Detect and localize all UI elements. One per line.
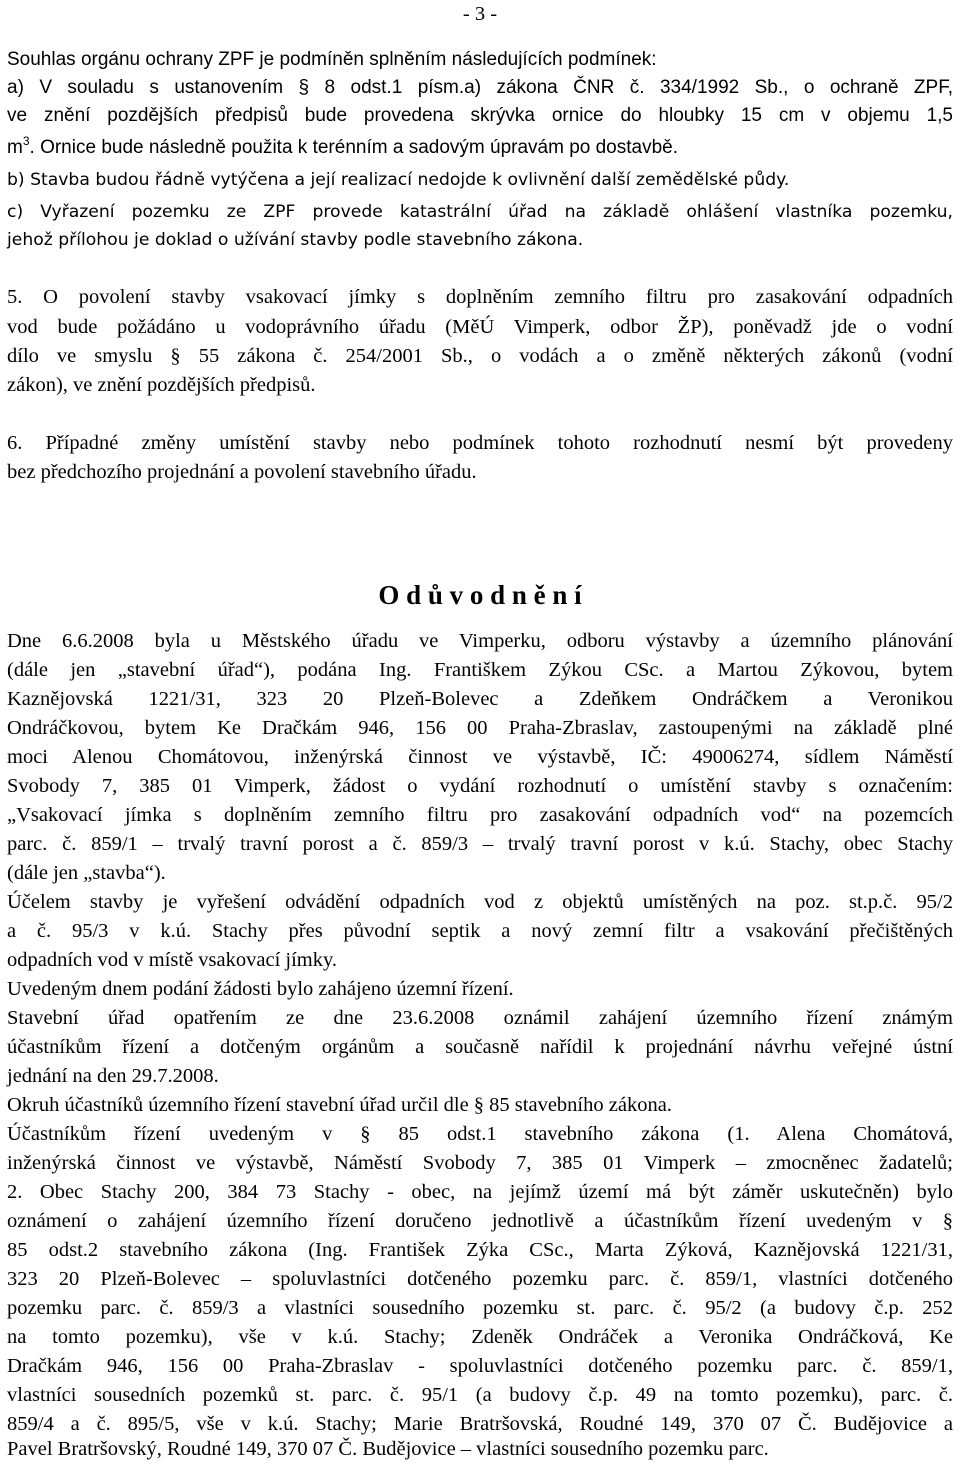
text-fragment: . Ornice bude následně použita k terénním a sadovým úpravám po dostavbě.: [29, 137, 679, 158]
body-line: 85 odst.2 stavebního zákona (Ing. František Zýka CSc., Marta Zýková, Kaznějovská 1221/31,: [7, 1239, 953, 1261]
condition-a-line-3: [7, 134, 953, 162]
body-line: (dále jen „stavební úřad“), podána Ing. Františkem Zýkou CSc. a Martou Zýkovou, bytem: [7, 659, 953, 681]
body-line: Stavební úřad opatřením ze dne 23.6.2008 oznámil zahájení územního řízení známým: [7, 1007, 953, 1029]
body-line: odpadních vod v místě vsakovací jímky.: [7, 949, 338, 971]
body-line: Kaznějovská 1221/31, 323 20 Plzeň-Bolevec a Zdeňkem Ondráčkem a Veronikou: [7, 688, 953, 710]
text-fragment: m: [7, 137, 23, 158]
section-heading-oduvodneni: O d ů v o d n ě n í: [378, 580, 582, 610]
point-5-line-1: 5. O povolení stavby vsakovací jímky s doplněním zemního filtru pro zasakování odpadních: [7, 286, 953, 308]
body-line: vlastníci sousedních pozemků st. parc. č. 95/1 (a budovy č.p. 49 na tomto pozemku), parc. č.: [7, 1384, 953, 1406]
condition-b: b) Stavba budou řádně vytýčena a její realizací nedojde k ovlivnění další zemědělské půdy.: [7, 170, 790, 190]
condition-a-line-1: a) V souladu s ustanovením § 8 odst.1 písm.a) zákona ČNR č. 334/1992 Sb., o ochraně ZPF,: [7, 77, 953, 98]
point-5-line-2: vod bude požádáno u vodoprávního úřadu (MěÚ Vimperk, odbor ŽP), poněvadž jde o vodní: [7, 316, 953, 338]
body-line: účastníkům řízení a dotčeným orgánům a současně nařídil k projednání návrhu veřejné ústní: [7, 1036, 953, 1058]
condition-c-line-1: c) Vyřazení pozemku ze ZPF provede katastrální úřad na základě ohlášení vlastníka pozemku,: [7, 202, 953, 222]
body-line: parc. č. 859/1 – trvalý travní porost a č. 859/3 – trvalý travní porost v k.ú. Stachy, obec Stachy: [7, 833, 953, 855]
point-5-line-4: zákon), ve znění pozdějších předpisů.: [7, 374, 316, 396]
body-line: Ondráčkovou, bytem Ke Dračkám 946, 156 00 Praha-Zbraslav, zastoupenými na základě plné: [7, 717, 953, 739]
body-line: Pavel Bratršovský, Roudné 149, 370 07 Č. Budějovice – vlastníci sousedního pozemku parc.: [7, 1438, 769, 1460]
body-line: na tomto pozemku), vše v k.ú. Stachy; Zdeněk Ondráček a Veronika Ondráčková, Ke: [7, 1326, 953, 1348]
condition-c-line-2: jehož přílohou je doklad o užívání stavby podle stavebního zákona.: [7, 230, 584, 250]
body-line: a č. 95/3 v k.ú. Stachy přes původní septik a nový zemní filtr a vsakování přečištěných: [7, 920, 953, 942]
body-line: Okruh účastníků územního řízení stavební úřad určil dle § 85 stavebního zákona.: [7, 1094, 672, 1116]
body-line: 2. Obec Stachy 200, 384 73 Stachy - obec, na jejímž území má být záměr uskutečněn) bylo: [7, 1181, 953, 1203]
body-line: Dne 6.6.2008 byla u Městského úřadu ve Vimperku, odboru výstavby a územního plánování: [7, 630, 953, 652]
body-line: inženýrská činnost ve výstavbě, Náměstí Svobody 7, 385 01 Vimperk – zmocněnec žadatelů;: [7, 1152, 953, 1174]
body-line: pozemku parc. č. 859/3 a vlastníci sousedního pozemku st. parc. č. 95/2 (a budovy č.p. 252: [7, 1297, 953, 1319]
point-6-line-1: 6. Případné změny umístění stavby nebo podmínek tohoto rozhodnutí nesmí být provedeny: [7, 432, 953, 454]
body-line: moci Alenou Chomátovou, inženýrská činnost ve výstavbě, IČ: 49006274, sídlem Náměstí: [7, 746, 953, 768]
body-line: oznámení o zahájení územního řízení doručeno jednotlivě a účastníkům řízení uvedeným v §: [7, 1210, 953, 1232]
body-line: 859/4 a č. 895/5, vše v k.ú. Stachy; Marie Bratršovská, Roudné 149, 370 07 Č. Budějovice a: [7, 1413, 953, 1435]
body-line: (dále jen „stavba“).: [7, 862, 166, 884]
conditions-intro: Souhlas orgánu ochrany ZPF je podmíněn splněním následujících podmínek:: [7, 49, 657, 70]
superscript: 3: [22, 134, 30, 148]
point-5-line-3: dílo ve smyslu § 55 zákona č. 254/2001 Sb., o vodách a o změně některých zákonů (vodní: [7, 345, 953, 367]
body-line: Uvedeným dnem podání žádosti bylo zahájeno územní řízení.: [7, 978, 514, 1000]
body-line: Dračkám 946, 156 00 Praha-Zbraslav - spoluvlastníci dotčeného pozemku parc. č. 859/1,: [7, 1355, 953, 1377]
body-line: Účelem stavby je vyřešení odvádění odpadních vod z objektů umístěných na poz. st.p.č. 95/2: [7, 891, 953, 913]
condition-a-line-2: ve znění pozdějších předpisů bude provedena skrývka ornice do hloubky 15 cm v objemu 1,5: [7, 105, 953, 126]
page-number: - 3 -: [462, 3, 498, 25]
body-line: Účastníkům řízení uvedeným v § 85 odst.1 stavebního zákona (1. Alena Chomátová,: [7, 1123, 953, 1145]
body-line: jednání na den 29.7.2008.: [7, 1065, 219, 1087]
body-line: „Vsakovací jímka s doplněním zemního filtru pro zasakování odpadních vod“ na pozemcích: [7, 804, 953, 826]
point-6-line-2: bez předchozího projednání a povolení stavebního úřadu.: [7, 461, 477, 483]
body-line: 323 20 Plzeň-Bolevec – spoluvlastníci dotčeného pozemku parc. č. 859/1, vlastníci dotčeného: [7, 1268, 953, 1290]
body-line: Svobody 7, 385 01 Vimperk, žádost o vydání rozhodnutí o umístění stavby s označením:: [7, 775, 953, 797]
